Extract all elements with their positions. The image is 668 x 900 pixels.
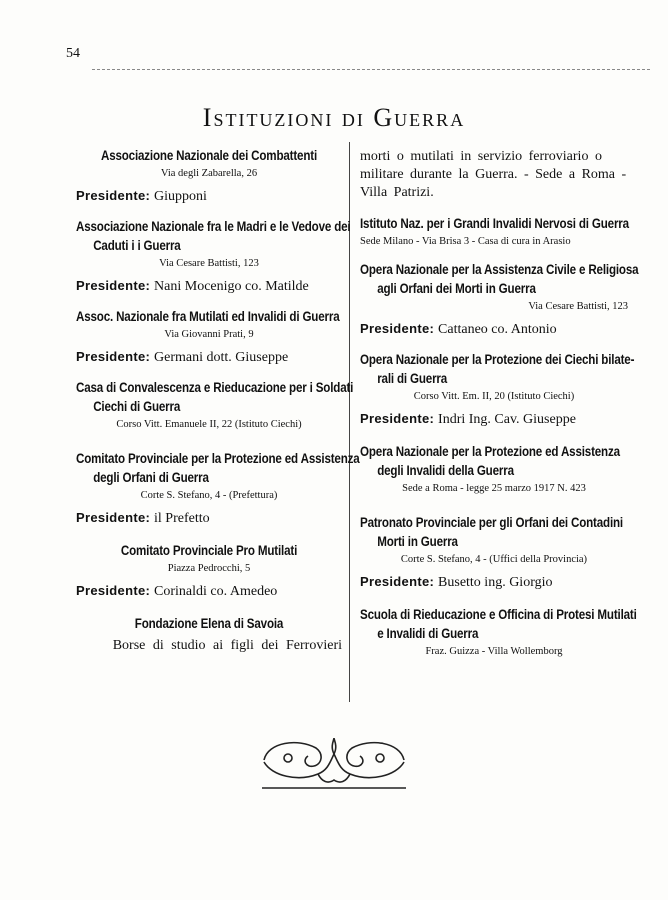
entry — [360, 214, 628, 250]
entry — [76, 146, 342, 207]
president-name: Germani dott. Giuseppe — [154, 350, 289, 365]
entry-president: Presidente: il Prefetto — [76, 510, 210, 526]
president-name: Indri Ing. Cav. Giuseppe — [438, 412, 576, 427]
president-label: Presidente — [76, 188, 146, 203]
president-label: Presidente — [360, 411, 430, 426]
entry-name: Fondazione Elena di Savoia — [134, 616, 284, 631]
page-title: Istituzioni di Guerra — [202, 103, 466, 132]
continued-text: morti o mutilati in servizio ferroviario o militare durante la Guerra. - Sede a Roma - Villa Patrizi. — [360, 149, 627, 200]
entry-name: Associazione Nazionale fra le Madri e le Vedove dei Caduti i i Guerra — [76, 219, 351, 253]
president-name: Corinaldi co. Amedeo — [154, 584, 278, 599]
president-label: Presidente — [76, 278, 146, 293]
entry — [76, 614, 342, 655]
entry-name: Patronato Provinciale per gli Orfani dei Contadini Morti in Guerra — [360, 515, 623, 549]
entry — [360, 350, 635, 430]
entry-address: Via Giovanni Prati, 9 — [164, 329, 254, 340]
entry-address: Corso Vitt. Em. II, 20 (Istituto Ciechi) — [413, 391, 575, 402]
entry-address: Fraz. Guizza - Villa Wollemborg — [425, 646, 563, 657]
entry — [76, 217, 351, 297]
entry-address: Via degli Zabarella, 26 — [160, 168, 258, 179]
entry-address: Sede a Roma - legge 25 marzo 1917 N. 423 — [402, 483, 586, 494]
entry-president: Presidente: Germani dott. Giuseppe — [76, 349, 289, 365]
right-column — [360, 140, 639, 660]
president-label: Presidente — [76, 510, 146, 525]
entry — [360, 260, 639, 340]
entry-president: Presidente: Cattaneo co. Antonio — [360, 321, 557, 337]
entry-address: Piazza Pedrocchi, 5 — [167, 563, 251, 574]
header-rule — [92, 69, 650, 70]
entry — [360, 513, 628, 593]
president-name: il Prefetto — [154, 511, 210, 526]
entry-name: Scuola di Rieducazione e Officina di Protesi Mutilati e Invalidi di Guerra — [360, 607, 637, 641]
president-label: Presidente — [76, 583, 146, 598]
entry-name: Comitato Provinciale per la Protezione ed Assistenza degli Orfani di Guerra — [76, 451, 360, 485]
president-name: Giupponi — [154, 189, 207, 204]
page-number: 54 — [66, 46, 80, 61]
entry-address: Sede Milano - Via Brisa 3 - Casa di cura in Arasio — [360, 236, 571, 247]
entry-address: Corte S. Stefano, 4 - (Prefettura) — [140, 490, 278, 501]
entry — [76, 307, 342, 368]
entry-address: Via Cesare Battisti, 123 — [528, 301, 628, 312]
president-label: Presidente — [360, 321, 430, 336]
entry — [76, 541, 342, 602]
president-label: Presidente — [76, 349, 146, 364]
entry-president: Presidente: Indri Ing. Cav. Giuseppe — [360, 411, 576, 427]
entry-name: Assoc. Nazionale fra Mutilati ed Invalidi di Guerra — [76, 309, 340, 324]
president-label: Presidente — [360, 574, 430, 589]
president-name: Cattaneo co. Antonio — [438, 322, 557, 337]
entry-address: Corso Vitt. Emanuele II, 22 (Istituto Ciechi) — [116, 419, 302, 430]
entry-name: Casa di Convalescenza e Rieducazione per i Soldati Ciechi di Guerra — [76, 380, 354, 414]
entry — [360, 605, 637, 660]
entry-name: Istituto Naz. per i Grandi Invalidi Nervosi di Guerra — [360, 216, 629, 231]
entry-name: Comitato Provinciale Pro Mutilati — [120, 543, 298, 558]
entry-president: Presidente: Nani Mocenigo co. Matilde — [76, 278, 309, 294]
entry-name: Opera Nazionale per la Protezione ed Assistenza degli Invalidi della Guerra — [360, 444, 620, 478]
entry — [76, 449, 360, 529]
entry-president: Presidente: Busetto ing. Giorgio — [360, 574, 553, 590]
entry-name: Opera Nazionale per la Protezione dei Ciechi bilate- rali di Guerra — [360, 352, 635, 386]
left-column — [76, 140, 360, 655]
entry-name: Opera Nazionale per la Assistenza Civile e Religiosa agli Orfani dei Morti in Guerra — [360, 262, 639, 296]
entry — [76, 378, 354, 433]
decorative-ornament-icon — [258, 732, 410, 790]
entry — [360, 442, 628, 497]
entry-address: Corte S. Stefano, 4 - (Uffici della Provincia) — [400, 554, 588, 565]
president-name: Nani Mocenigo co. Matilde — [154, 279, 309, 294]
entry-name: Associazione Nazionale dei Combattenti — [100, 148, 318, 163]
president-name: Busetto ing. Giorgio — [438, 575, 553, 590]
entry-address: Via Cesare Battisti, 123 — [159, 258, 259, 269]
entry-president: Presidente: Giupponi — [76, 188, 207, 204]
entry-text: Borse di studio ai figli dei Ferrovieri — [112, 638, 342, 653]
entry-president: Presidente: Corinaldi co. Amedeo — [76, 583, 278, 599]
